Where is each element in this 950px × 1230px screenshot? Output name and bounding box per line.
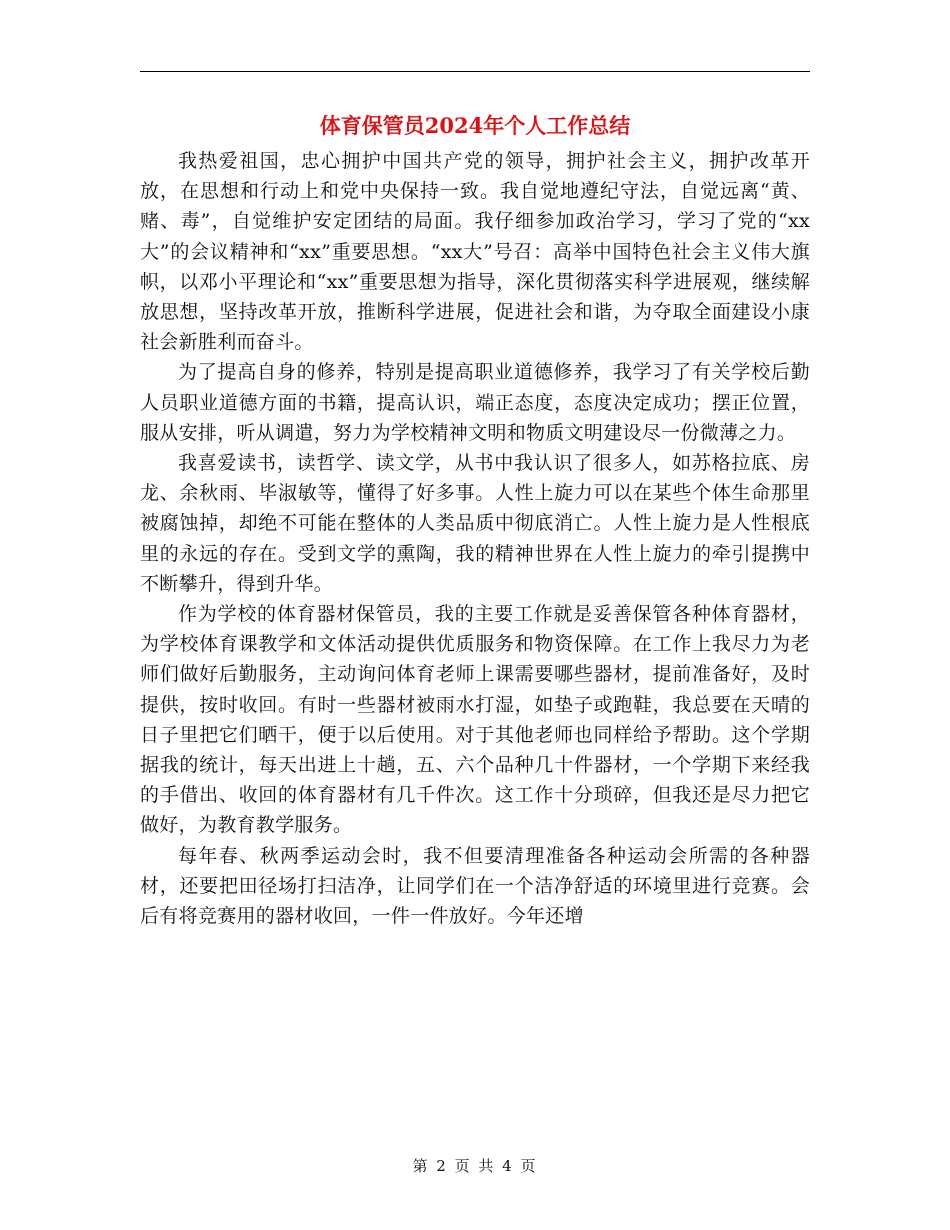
document-title: 体育保管员2024年个人工作总结 xyxy=(319,113,631,138)
page-number: 第 2 页 共 4 页 xyxy=(412,1157,538,1175)
paragraph-1: 我热爱祖国，忠心拥护中国共产党的领导，拥护社会主义，拥护改革开放，在思想和行动上和党中央保持一致。我自觉地遵纪守法，自觉远离“黄、赌、毒”，自觉维护安定团结的局面。我仔细参加政治学习，学习了党的“xx大”的会议精神和“xx”重要思想。“xx大”号召：高举中国特色社会主义伟大旗帜，以邓小平理论和“xx”重要思想为指导，深化贯彻落实科学进展观，继续解放思想，坚持改革开放，推断科学进展，促进社会和谐，为夺取全面建设小康社会新胜利而奋斗。 xyxy=(140,150,810,354)
header-rule xyxy=(140,71,810,72)
paragraph-4: 作为学校的体育器材保管员，我的主要工作就是妥善保管各种体育器材，为学校体育课教学和文体活动提供优质服务和物资保障。在工作上我尽力为老师们做好后勤服务，主动询问体育老师上课需要哪些器材，提前准备好，及时提供，按时收回。有时一些器材被雨水打湿，如垫子或跑鞋，我总要在天晴的日子里把它们晒干，便于以后使用。对于其他老师也同样给予帮助。这个学期据我的统计，每天出进上十趟，五、六个品种几十件器材，一个学期下来经我的手借出、收回的体育器材有几千件次。这工作十分琐碎，但我还是尽力把它做好，为教育教学服务。 xyxy=(140,603,810,837)
paragraph-5: 每年春、秋两季运动会时，我不但要清理准备各种运动会所需的各种器材，还要把田径场打扫洁净，让同学们在一个洁净舒适的环境里进行竞赛。会后有将竞赛用的器材收回，一件一件放好。今年还增 xyxy=(140,844,810,928)
paragraph-3: 我喜爱读书，读哲学、读文学，从书中我认识了很多人，如苏格拉底、房龙、余秋雨、毕淑敏等，懂得了好多事。人性上旋力可以在某些个体生命那里被腐蚀掉，却绝不可能在整体的人类品质中彻底消亡。人性上旋力是人性根底里的永远的存在。受到文学的熏陶，我的精神世界在人性上旋力的牵引提携中不断攀升，得到升华。 xyxy=(140,452,810,595)
paragraph-2: 为了提高自身的修养，特别是提高职业道德修养，我学习了有关学校后勤人员职业道德方面的书籍，提高认识，端正态度，态度决定成功；摆正位置，服从安排，听从调遣，努力为学校精神文明和物质文明建设尽一份微薄之力。 xyxy=(140,361,810,444)
document-body xyxy=(140,146,810,931)
